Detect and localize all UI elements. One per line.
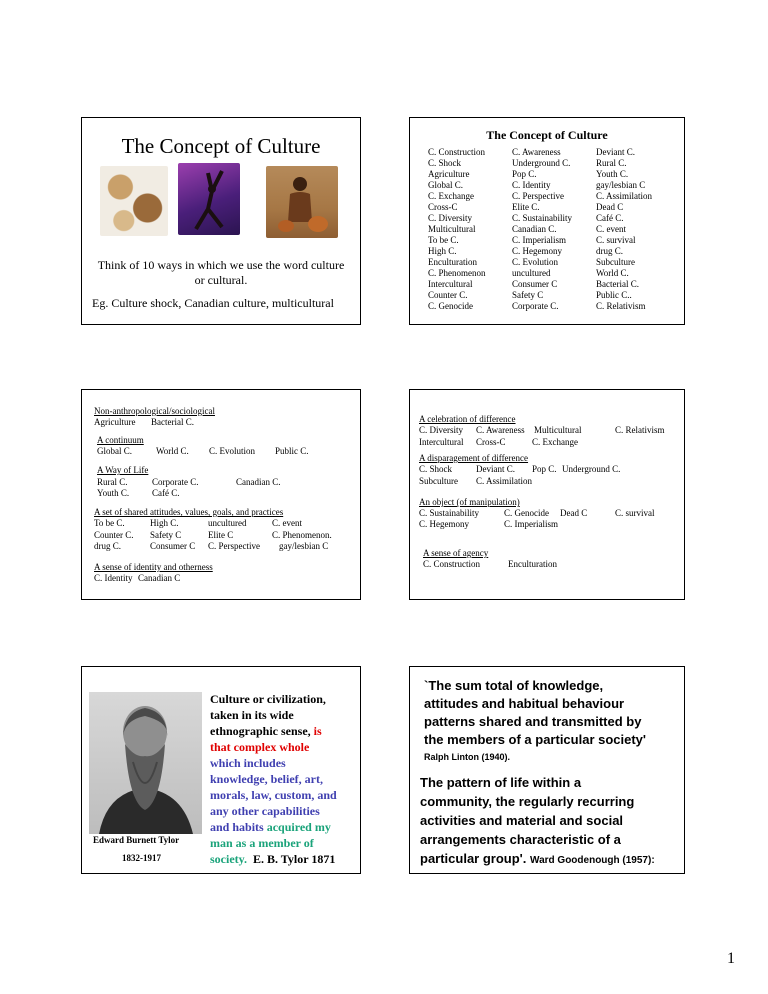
section-heading: A set of shared attitudes, values, goals, and practices [94, 507, 284, 517]
term: C. Assimilation [596, 191, 653, 201]
section-heading: A disparagement of difference [419, 453, 529, 463]
quote-line: arrangements characteristic of a [420, 832, 621, 847]
slide-2 [409, 117, 685, 325]
portrait-icon [89, 692, 202, 834]
dancer-icon [178, 163, 240, 235]
term: Intercultural [419, 437, 464, 447]
term: Deviant C. [596, 147, 635, 157]
section-heading: A sense of identity and otherness [94, 562, 213, 572]
quote-segment: that complex whole [210, 740, 310, 754]
term: Agriculture [428, 169, 470, 179]
term: C. Relativism [615, 425, 665, 435]
slide-1-example: Eg. Culture shock, Canadian culture, multicultural [92, 296, 334, 310]
term: Rural C. [97, 477, 128, 487]
term: C. Exchange [428, 191, 474, 201]
term: C. Awareness [476, 425, 525, 435]
quote-segment: acquired my [266, 820, 331, 834]
quote-line [210, 755, 337, 771]
quote-segment: morals, law, custom, and [210, 788, 337, 802]
term: Agriculture [94, 417, 136, 427]
slide-1-prompt-line2: or cultural. [194, 273, 248, 287]
slide-4 [409, 389, 685, 600]
term: C. survival [615, 508, 655, 518]
quote-segment: which includes [210, 756, 286, 770]
term: C. Shock [419, 464, 453, 474]
term: Underground C. [562, 464, 621, 474]
quote-line [210, 851, 337, 867]
term: Rural C. [596, 158, 627, 168]
term: C. Construction [423, 559, 481, 569]
page-number: 1 [727, 950, 735, 967]
term: Pop C. [512, 169, 537, 179]
portrait-caption-years: 1832-1917 [122, 853, 161, 863]
term: World C. [156, 446, 189, 456]
tylor-portrait [89, 692, 202, 834]
section-heading: A celebration of difference [419, 414, 516, 424]
term: C. Assimilation [476, 476, 533, 486]
term: C. Hegemony [512, 246, 562, 256]
quote-line [210, 787, 337, 803]
quote-segment: taken in its wide [210, 708, 294, 722]
term: Safety C [150, 530, 182, 540]
term: C. Shock [428, 158, 462, 168]
term: C. Imperialism [504, 519, 558, 529]
section-heading: An object (of manipulation) [419, 497, 520, 507]
term: C. Sustainability [512, 213, 573, 223]
term-column-3 [596, 147, 652, 312]
term: Multicultural [428, 224, 476, 234]
term: Corporate C. [512, 301, 559, 311]
term: Consumer C [150, 541, 196, 551]
goodenough-attribution: Ward Goodenough (1957): [530, 855, 655, 866]
term: Public C.. [596, 290, 632, 300]
term: Underground C. [512, 158, 571, 168]
term: Elite C [208, 530, 234, 540]
quote-segment: man as a member of [210, 836, 314, 850]
quote-line [210, 835, 337, 851]
term-column-2 [512, 147, 572, 312]
term: To be C. [94, 518, 125, 528]
quote-segment: knowledge, belief, art, [210, 772, 323, 786]
quote-segment: E. B. Tylor 1871 [247, 852, 336, 866]
term: C. Diversity [419, 425, 463, 435]
quote-line [210, 707, 337, 723]
term: Safety C [512, 290, 544, 300]
term: C. Imperialism [512, 235, 566, 245]
woman-icon [266, 166, 338, 238]
quote-line [210, 739, 337, 755]
term: drug C. [596, 246, 623, 256]
term: Café C. [152, 488, 180, 498]
section-heading: Non-anthropological/sociological [94, 406, 215, 416]
term: C. Exchange [532, 437, 578, 447]
linton-quote [424, 677, 646, 749]
linton-attribution: Ralph Linton (1940). [424, 752, 511, 762]
term: C. Phenomenon. [272, 530, 332, 540]
term: World C. [596, 268, 629, 278]
term: C. Relativism [596, 301, 646, 311]
term: Global C. [428, 180, 463, 190]
term: Enculturation [508, 559, 557, 569]
term: Multicultural [534, 425, 582, 435]
term: Canadian C. [512, 224, 557, 234]
term: Bacterial C. [151, 417, 194, 427]
slide-3 [81, 389, 361, 600]
slide-1-prompt-line1: Think of 10 ways in which we use the word culture [97, 258, 345, 272]
quote-line [210, 723, 337, 739]
term: Dead C [560, 508, 588, 518]
term: C. Awareness [512, 147, 561, 157]
quote-line [210, 803, 337, 819]
quote-segment: is [313, 724, 322, 738]
quote-line: patterns shared and transmitted by [424, 714, 642, 729]
term: High C. [428, 246, 457, 256]
slide-2-title: The Concept of Culture [486, 128, 608, 142]
term: To be C. [428, 235, 459, 245]
term: C. Genocide [428, 301, 473, 311]
quote-segment: any other capabilities [210, 804, 320, 818]
term: Cross-C [476, 437, 506, 447]
quote-line [210, 691, 337, 707]
goodenough-quote [420, 773, 655, 870]
section-heading: A Way of Life [97, 465, 149, 475]
quote-line [420, 849, 655, 870]
term: Canadian C [138, 573, 181, 583]
term: Youth C. [97, 488, 130, 498]
quote-line: attitudes and habitual behaviour [424, 696, 625, 711]
dancer-photo [178, 163, 240, 235]
term: C. event [596, 224, 626, 234]
term: Café C. [596, 213, 624, 223]
term: C. survival [596, 235, 636, 245]
quote-line [210, 771, 337, 787]
term: Youth C. [596, 169, 629, 179]
term: uncultured [208, 518, 247, 528]
term: Counter C. [428, 290, 468, 300]
quote-line: the members of a particular society' [424, 732, 647, 747]
term: Consumer C [512, 279, 558, 289]
term: C. Perspective [208, 541, 260, 551]
term: C. Perspective [512, 191, 564, 201]
term: C. Construction [428, 147, 486, 157]
quote-last-line: particular group'. [420, 851, 527, 866]
term: C. Phenomenon [428, 268, 486, 278]
term: gay/lesbian C [279, 541, 329, 551]
quote-line: `The sum total of knowledge, [424, 678, 604, 693]
quote-segment: society. [210, 852, 247, 866]
woman-with-pots-photo [266, 166, 338, 238]
term: Elite C. [512, 202, 540, 212]
term: Pop C. [532, 464, 557, 474]
term: Dead C [596, 202, 624, 212]
term: High C. [150, 518, 179, 528]
term: Counter C. [94, 530, 134, 540]
term: Corporate C. [152, 477, 199, 487]
term: C. Sustainability [419, 508, 480, 518]
quote-segment: ethnographic sense, [210, 724, 314, 738]
term-column-1 [428, 147, 486, 312]
quote-segment: and habits [210, 820, 267, 834]
term: Global C. [97, 446, 132, 456]
slide-5 [81, 666, 361, 874]
slide-1-title: The Concept of Culture [121, 134, 321, 158]
portrait-caption-name: Edward Burnett Tylor [93, 835, 180, 845]
term: C. Identity [512, 180, 551, 190]
term: Intercultural [428, 279, 473, 289]
term: Canadian C. [236, 477, 281, 487]
term: drug C. [94, 541, 121, 551]
quote-segment: Culture or civilization, [210, 692, 326, 706]
term: Enculturation [428, 257, 477, 267]
term: Public C. [275, 446, 309, 456]
quote-line [210, 819, 337, 835]
section-heading: A sense of agency [423, 548, 489, 558]
term: gay/lesbian C [596, 180, 646, 190]
section-heading: A continuum [97, 435, 144, 445]
quote-line: activities and material and social [420, 813, 624, 828]
bowls-photo [100, 166, 168, 236]
slide-6 [409, 666, 685, 874]
term: C. Hegemony [419, 519, 469, 529]
term: C. Identity [94, 573, 133, 583]
term: Subculture [419, 476, 458, 486]
term: C. Evolution [512, 257, 559, 267]
quote-line: community, the regularly recurring [420, 794, 635, 809]
term: C. event [272, 518, 302, 528]
term: uncultured [512, 268, 551, 278]
term: C. Diversity [428, 213, 472, 223]
tylor-quote [210, 691, 337, 867]
term: Deviant C. [476, 464, 515, 474]
term: Bacterial C. [596, 279, 639, 289]
quote-line: The pattern of life within a [420, 775, 582, 790]
slide-1 [81, 117, 361, 325]
term: Cross-C [428, 202, 458, 212]
term: Subculture [596, 257, 635, 267]
term: C. Genocide [504, 508, 549, 518]
term: C. Evolution [209, 446, 256, 456]
